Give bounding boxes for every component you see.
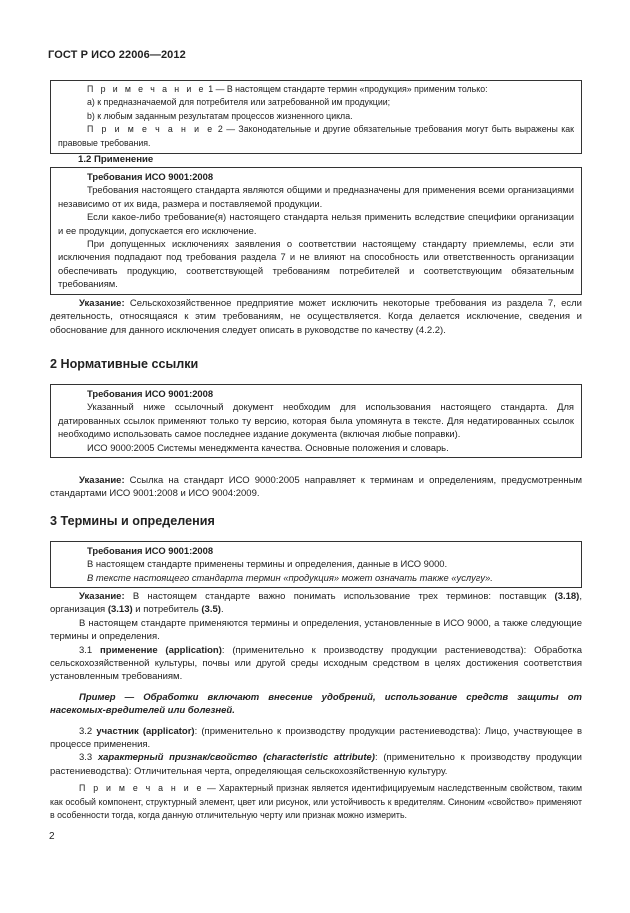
note-label: П р и м е ч а н и е [79,783,204,794]
ref-supplier: (3.18) [554,591,580,602]
requirements-paragraph: Если какое-либо требование(я) настоящего стандарта нельзя применить вследствие специфики организации и ее продукции, допускается его исключение. [58,211,574,236]
requirements-paragraph: В настоящем стандарте применены термины и определения, данные в ИСО 9000. [87,558,448,570]
term-3-2: 3.2 участник (applicator): (применительно к производству продукции растениеводства): Лицо, участвующее в процессе применения. [50,725,582,751]
requirements-box-3 [50,541,582,588]
document-header: ГОСТ Р ИСО 22006—2012 [48,49,186,61]
ref-consumer: (3.5) [201,604,221,616]
term-3-3-note [50,782,582,822]
guidance-text: Ссылка на стандарт ИСО 9000:2005 направляет к терминам и определениям, предусмотренным стандартами ИСО 9001:2008 и ИСО 9004:2009. [50,475,582,500]
term-3-1-name: применение (application) [100,644,222,656]
note-1-label: П р и м е ч а н и е [87,84,206,94]
term-3-1: 3.1 применение (application): (применительно к производству продукции растениеводства): Обработка сельскохозяйственной культуры, почвы или другой среды исходным средством в целях достижения соответствия установленным требованиям. [50,644,583,683]
notes-box [50,80,582,154]
guidance-1-2 [50,297,582,337]
guidance-2 [50,474,582,501]
note-1 [58,83,574,96]
requirements-paragraph: При допущенных исключениях заявления о соответствии настоящему стандарту приемлемы, если эти исключения подпадают под требования раздела 7 и не влияют на способность или ответственность организации обеспечивать продукцию, соответствующей требованиям потребителей и соответствующим обязательным требованиям. [58,238,574,290]
page-number: 2 [49,831,55,842]
ref-organization: (3.13) [107,604,133,616]
note-2-label: П р и м е ч а н и е [87,124,215,135]
guidance-label: Указание: [79,475,125,486]
term-3-3: 3.3 характерный признак/свойство (characteristic attribute): (применительно к производству продукции растениеводства): Отличительная черта, определяющая сельскохозяйственную культуру. [50,752,582,777]
section-1-2-heading: 1.2 Применение [78,154,154,165]
guidance-label: Указание: [79,591,125,602]
example-text: Пример — Обработки включают внесение удобрений, использование средств защиты от насекомых-вредителей или болезней. [50,691,582,717]
term-3-2-name: участник (applicator) [96,725,195,737]
note-text: — Характерный признак является идентифицируемым наследственным свойством, таким как особый компонент, структурный элемент, цвет или рисунок, или устойчивость к вредителям. Синоним «свойство» применяют в особенности тогда, когда данную отличительную черту или признак можно измерить. [50,783,582,821]
term-3-3-name: характерный признак/свойство (characteristic attribute) [97,752,375,764]
section-2-heading: 2 Нормативные ссылки [50,357,199,371]
terms-intro: В настоящем стандарте применяются термины и определения, установленные в ИСО 9000, а также следующие термины и определения. [50,617,582,643]
guidance-3: Указание: В настоящем стандарте важно понимать использование трех терминов: поставщик (3.18), организация (3.13) и потребитель (3.5). [50,591,582,616]
guidance-label: Указание: [79,298,125,309]
section-3-body [50,590,582,823]
note-item-a: a) к предназначаемой для потребителя или затребованной им продукции; [87,97,391,108]
note-1-text: 1 — В настоящем стандарте термин «продукция» применим только: [208,84,488,94]
requirements-title: Требования ИСО 9001:2008 [87,171,214,182]
note-2-text: 2 — Законодательные и другие обязательные требования могут быть выражены как правовые требования. [58,124,574,148]
guidance-text: Сельскохозяйственное предприятие может исключить некоторые требования из раздела 7, если деятельность, относящаяся к этим требованиям, не осуществляется. Когда делается исключение, сведения и обоснование для данного исключения следует описать в руководстве по качеству (4.2.2). [50,298,582,336]
requirements-title: Требования ИСО 9001:2008 [87,388,214,399]
requirements-box-2 [50,384,582,458]
requirements-title: Требования ИСО 9001:2008 [87,545,214,556]
requirements-paragraph: Указанный ниже ссылочный документ необходим для использования настоящего стандарта. Для датированных ссылок применяют только ту версию, которая была упомянута в тексте. Для недатированных ссылок необходимо использовать самое последнее издание документа (включая любые поправки). [58,401,574,440]
requirements-paragraph: ИСО 9000:2005 Системы менеджмента качества. Основные положения и словарь. [87,441,449,453]
requirements-paragraph: Требования настоящего стандарта являются общими и предназначены для применения всеми организациями независимо от их вида, размера и поставляемой продукции. [58,184,574,209]
requirements-box-1-2 [50,167,582,295]
note-2 [58,123,574,150]
section-3-heading: 3 Термины и определения [50,514,215,528]
note-item-b: b) к любым заданным результатам процессов жизненного цикла. [87,110,353,121]
requirements-paragraph: В тексте настоящего стандарта термин «продукция» может означать также «услугу». [87,571,493,583]
